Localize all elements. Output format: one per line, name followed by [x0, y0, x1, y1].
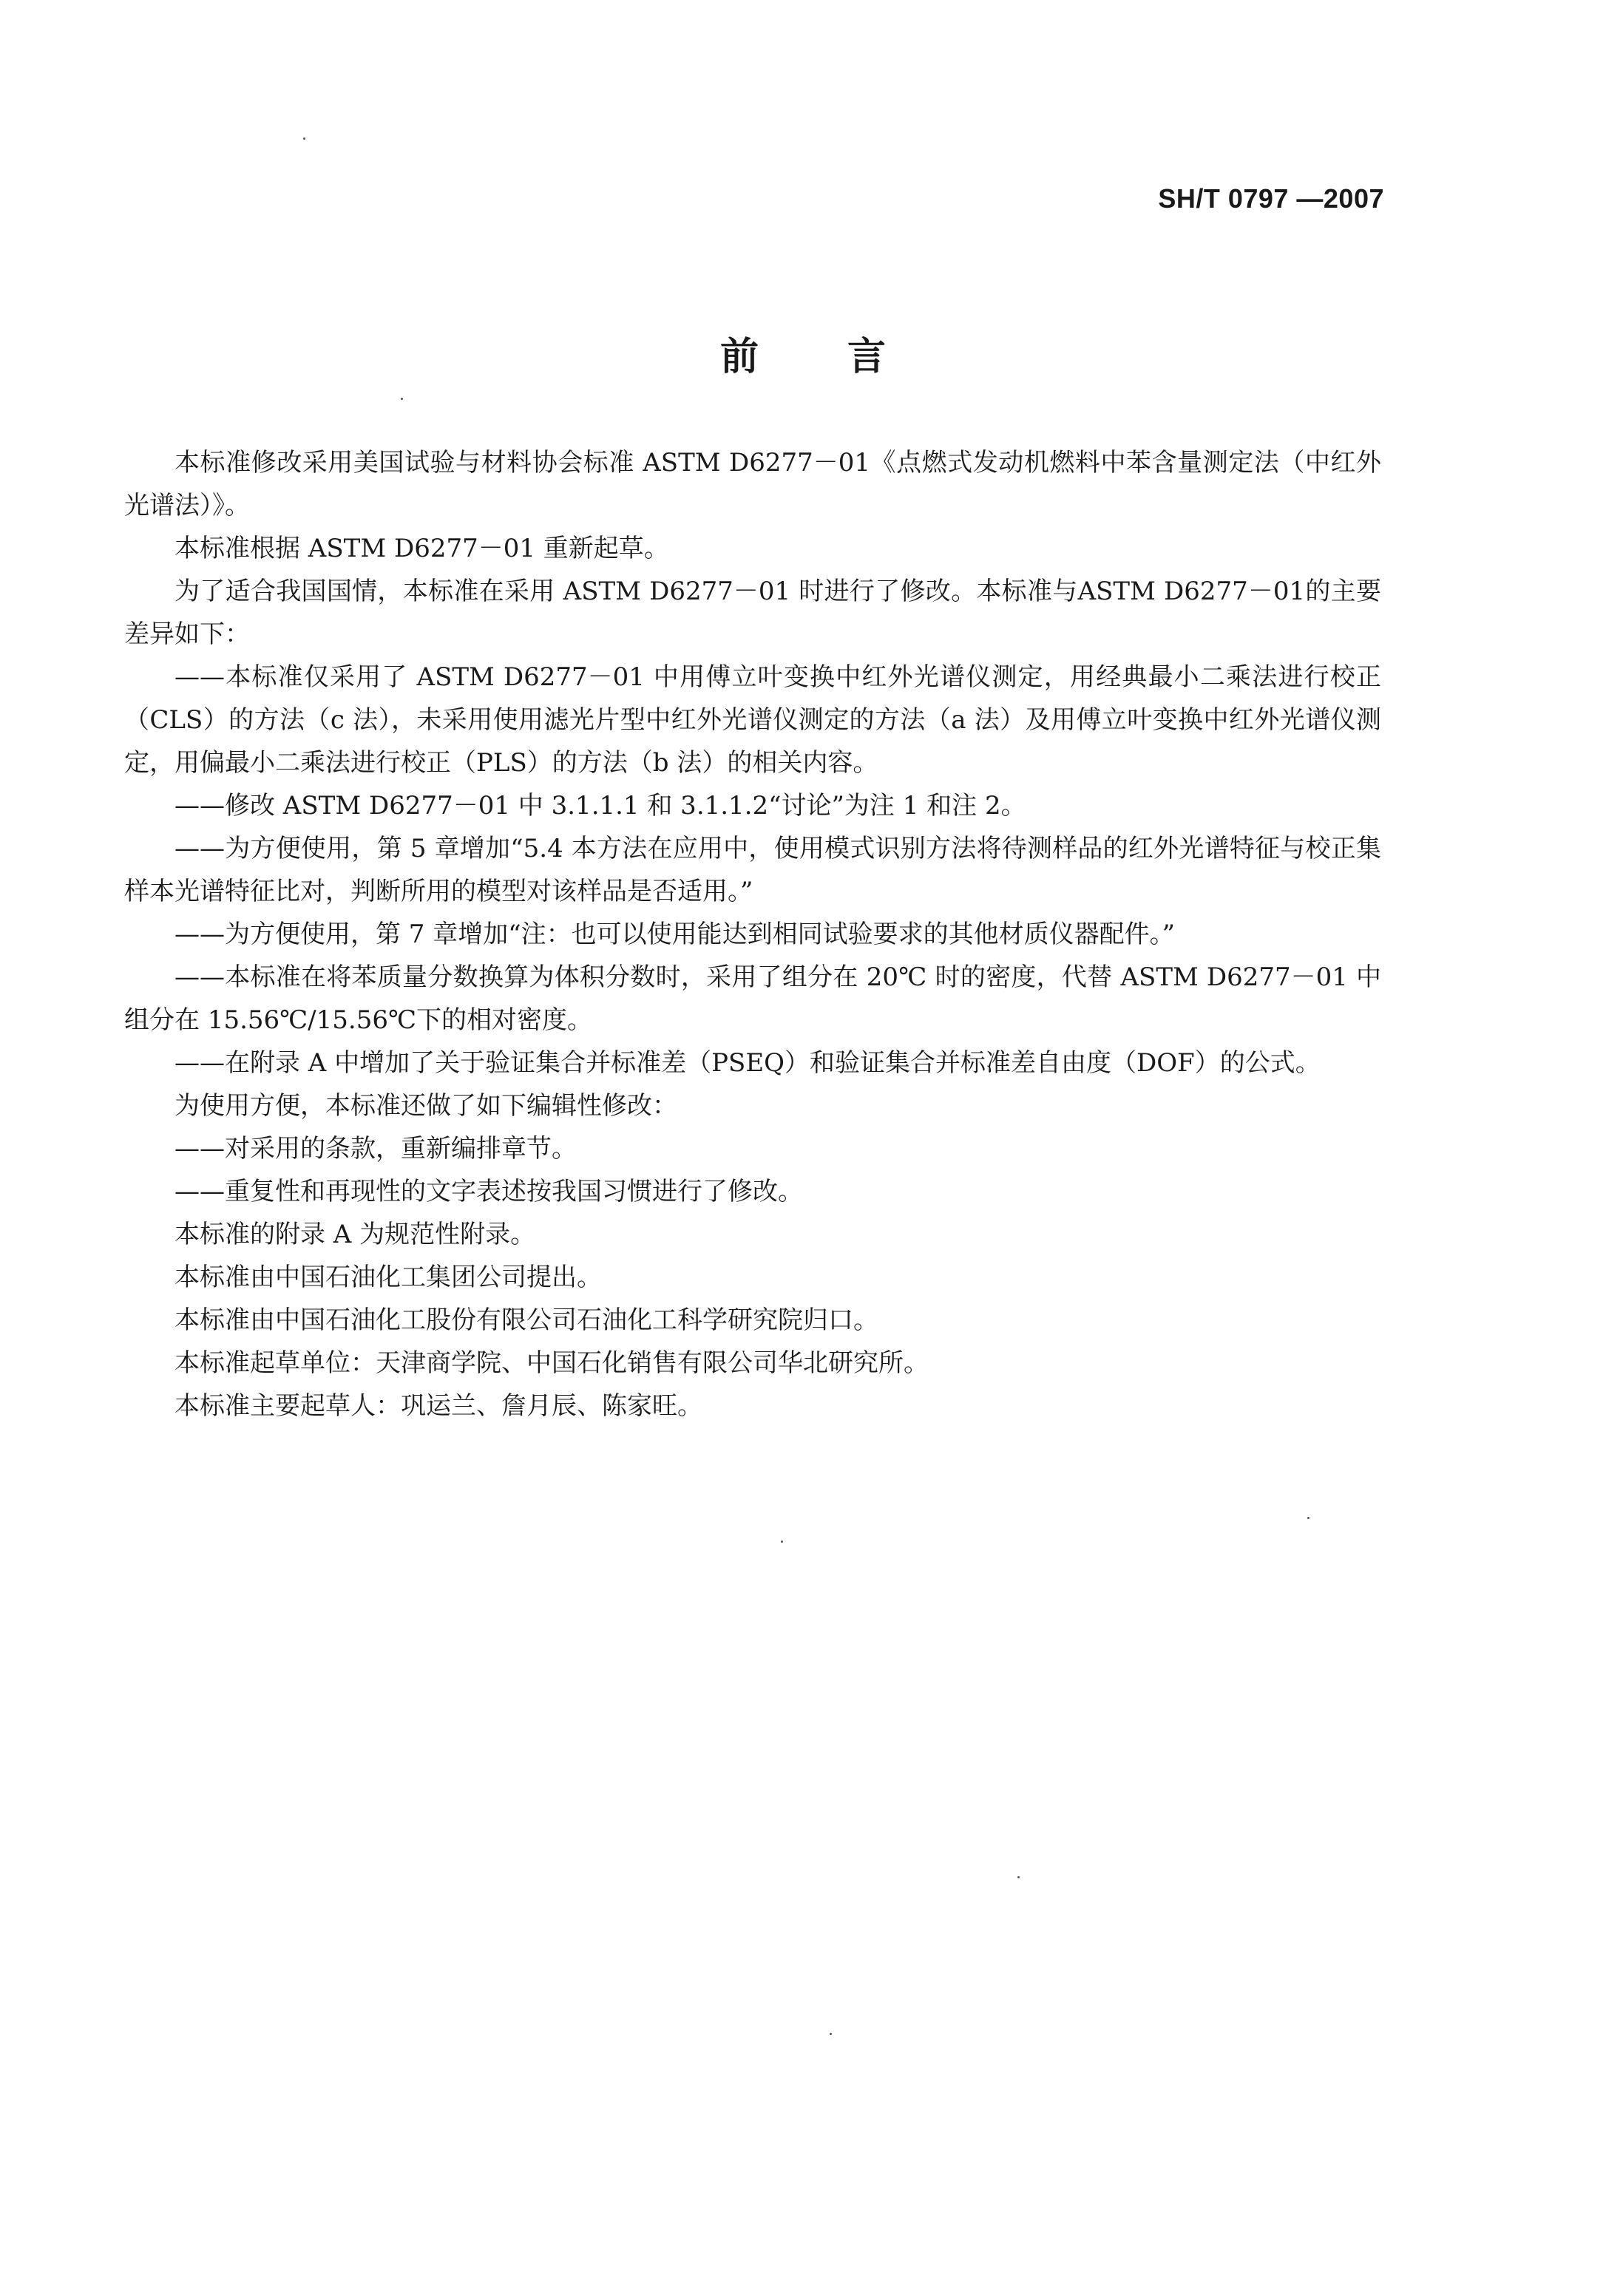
paragraph: 本标准根据 ASTM D6277－01 重新起草。: [175, 534, 669, 563]
scan-speck: [1017, 1876, 1020, 1878]
scan-speck: [303, 137, 305, 140]
page-title: 前言: [719, 335, 975, 379]
foreword-body: [124, 441, 1381, 1427]
paragraph: ——在附录 A 中增加了关于验证集合并标准差（PSEQ）和验证集合并标准差自由度（DOF）的公式。: [175, 1048, 1321, 1078]
scan-speck: [1307, 1517, 1309, 1519]
paragraph: 本标准主要起草人：巩运兰、詹月辰、陈家旺。: [175, 1391, 702, 1421]
paragraph: ——本标准仅采用了 ASTM D6277－01 中用傅立叶变换中红外光谱仪测定，用经典最小二乘法进行校正（CLS）的方法（c 法），未采用使用滤光片型中红外光谱仪测定的方法（a 法）及用傅立叶变换中红外光谱仪测定，用偏最小二乘法进行校正（PLS）的方法（b 法）的相关内容。: [124, 662, 1381, 778]
paragraph: ——本标准在将苯质量分数换算为体积分数时，采用了组分在 20℃ 时的密度，代替 ASTM D6277－01 中组分在 15.56℃/15.56℃下的相对密度。: [124, 962, 1381, 1035]
scan-speck: [781, 1541, 783, 1543]
paragraph: 本标准修改采用美国试验与材料协会标准 ASTM D6277－01《点燃式发动机燃料中苯含量测定法（中红外光谱法）》。: [124, 448, 1381, 520]
paragraph: ——为方便使用，第 5 章增加“5.4 本方法在应用中，使用模式识别方法将待测样品的红外光谱特征与校正集样本光谱特征比对，判断所用的模型对该样品是否适用。”: [124, 834, 1381, 906]
paragraph: 本标准由中国石油化工集团公司提出。: [175, 1263, 602, 1292]
paragraph: 为了适合我国国情，本标准在采用 ASTM D6277－01 时进行了修改。本标准与ASTM D6277－01的主要差异如下：: [124, 577, 1381, 649]
paragraph: 本标准由中国石油化工股份有限公司石油化工科学研究院归口。: [175, 1305, 878, 1335]
scan-speck: [830, 2033, 832, 2035]
paragraph: ——重复性和再现性的文字表述按我国习惯进行了修改。: [175, 1177, 803, 1206]
paragraph: 本标准的附录 A 为规范性附录。: [175, 1220, 536, 1249]
standard-code: SH/T 0797 —2007: [1158, 183, 1384, 214]
paragraph: ——修改 ASTM D6277－01 中 3.1.1.1 和 3.1.1.2“讨论”为注 1 和注 2。: [175, 791, 1026, 821]
paragraph: ——为方便使用，第 7 章增加“注：也可以使用能达到相同试验要求的其他材质仪器配件。”: [175, 920, 1176, 949]
paragraph: 本标准起草单位：天津商学院、中国石化销售有限公司华北研究所。: [175, 1348, 929, 1378]
scan-speck: [401, 398, 403, 400]
paragraph: ——对采用的条款，重新编排章节。: [175, 1134, 577, 1164]
paragraph: 为使用方便，本标准还做了如下编辑性修改：: [175, 1091, 677, 1121]
